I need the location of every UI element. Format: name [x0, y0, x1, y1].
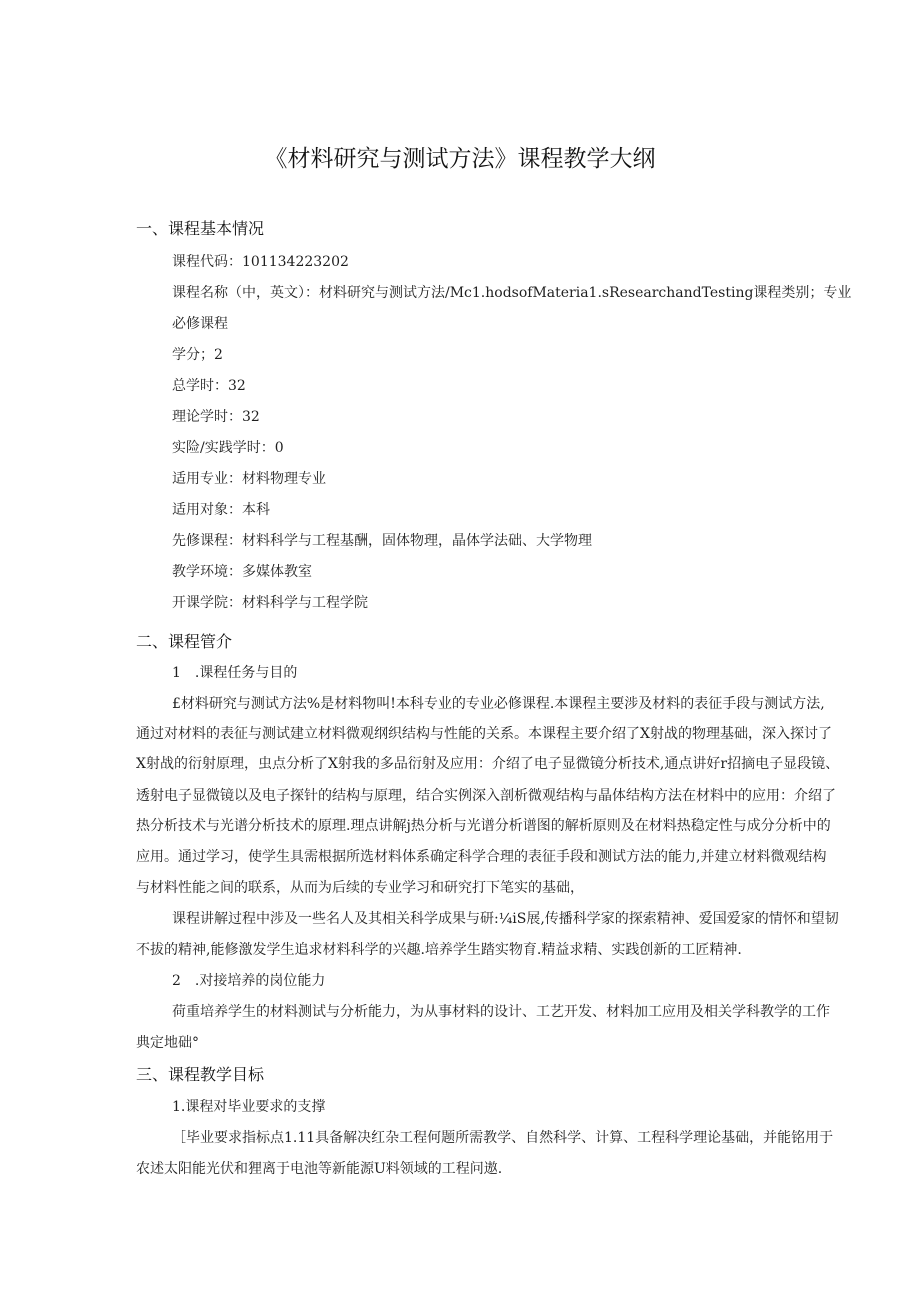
paragraph-line: 农述太阳能光伏和狸离于电池等新能源U料领域的工程问遨.: [136, 1161, 503, 1177]
page-title: 《材料研究与测试方法》课程教学大纲: [264, 146, 656, 172]
paragraph-line: 不拔的精神,能修激发学生追求材料科学的兴趣.培养学生踏实物育.精益求精、实践创新的工匠精神.: [136, 942, 742, 958]
paragraph-line: 课程讲解过程中涉及一些名人及其相关科学成果与研:¼iS展,传播科学家的探索精神、爱国爱家的情怀和望韧: [172, 911, 839, 927]
course-category-cont: 必修课程: [172, 316, 228, 332]
paragraph-line: £材料研究与测试方法%是材料物叫!本科专业的专业必修课程.本课程主要涉及材料的表征手段与测试方法,: [172, 696, 825, 712]
paragraph-line: ［毕业要求指标点1.11具备解决红杂工程何题所需教学、自然科学、计算、工程科学理论基础，并能铭用于: [172, 1130, 834, 1146]
paragraph-line: X射战的衍射原理，虫点分析了X射我的多品衍射及应用：介绍了电子显微镜分析技术,通点讲好r招摘电子显段镜、: [136, 756, 840, 772]
paragraph-line: 应用。通过学习，使学生具需根据所选材料体系确定科学合理的表征手段和测试方法的能力,并建立材料微观结构: [136, 849, 827, 865]
paragraph-line: 透射电子显微镜以及电子探针的结构与原理，结合实例深入剖析微观结构与晶体结构方法在材料中的应用：介绍了: [136, 788, 836, 804]
course-credits: 学分；2: [172, 347, 223, 363]
section-heading-intro: 二、课程管介: [136, 632, 233, 651]
section-heading-goals: 三、课程教学目标: [136, 1065, 265, 1084]
theory-hours: 理论学时：32: [172, 409, 260, 425]
subsection-graduation-support: 1.课程对毕业要求的支撑: [172, 1099, 326, 1115]
paragraph-line: 与材料性能之间的联系，从而为后续的专业学习和研究打下笔实的基础，: [136, 880, 584, 896]
section-heading-basic-info: 一、课程基本情况: [136, 219, 265, 238]
paragraph-line: 通过对材料的表征与测试建立材料微观纲织结构与性能的关系。本课程主要介绍了X射战的物理基础，深入探讨了: [136, 726, 832, 742]
course-code: 课程代码：101134223202: [172, 254, 349, 270]
applicable-audience: 适用对象：本科: [172, 502, 270, 518]
paragraph-line: 荷重培养学生的材料测试与分析能力，为从事材料的设计、工艺开发、材料加工应用及相关学科教学的工作: [172, 1004, 830, 1020]
paragraph-line: 典定地础°: [136, 1035, 199, 1051]
applicable-major: 适用专业：材料物理专业: [172, 471, 326, 487]
teaching-environment: 教学环境：多媒体教室: [172, 564, 312, 580]
offering-school: 开课学院：材料科学与工程学院: [172, 595, 368, 611]
prerequisites: 先修课程：材料科学与工程基酬，固体物理，晶体学法础、大学物理: [172, 533, 592, 549]
paragraph-line: 热分析技术与光谱分析技术的原理.理点讲解j热分析与光谱分析谱图的解析原则及在材料热稳定性与成分分析中的: [136, 818, 831, 834]
practice-hours: 实险/实践学时：0: [172, 440, 284, 456]
course-name: 课程名称（中，英文）：材料研究与测试方法/Mc1.hodsofMateria1.sResearchandTesting课程类别；专业: [172, 285, 852, 301]
total-hours: 总学时：32: [172, 378, 246, 394]
subsection-task-purpose: 1 .课程任务与目的: [172, 665, 298, 681]
subsection-job-ability: 2 .对接培养的岗位能力: [172, 973, 326, 989]
